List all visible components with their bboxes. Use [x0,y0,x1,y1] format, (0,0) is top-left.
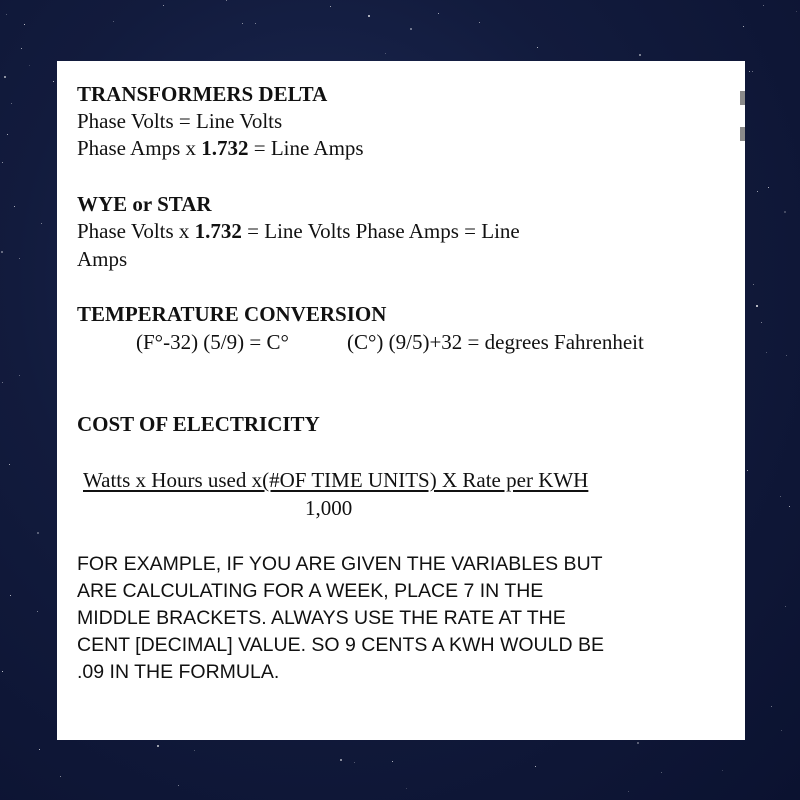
star-dot [763,5,764,6]
star-dot [19,375,20,376]
star-dot [21,48,22,49]
cost-formula-denominator: 1,000 [305,496,353,520]
star-dot [781,730,782,731]
star-dot [10,595,11,596]
cropped-text-fragment [740,127,745,141]
star-dot [757,191,758,192]
star-dot [37,532,39,534]
star-dot [637,742,639,744]
star-dot [661,772,662,773]
star-dot [60,776,61,777]
cost-heading: COST OF ELECTRICITY [77,412,320,436]
star-dot [796,11,797,12]
star-dot [6,14,7,15]
star-dot [768,187,769,188]
star-dot [2,382,3,383]
star-dot [178,785,179,786]
star-dot [354,762,355,763]
cropped-text-fragment [740,91,745,105]
star-dot [789,506,790,507]
star-dot [14,206,15,207]
star-dot [753,284,754,285]
star-dot [2,162,3,163]
delta-heading: TRANSFORMERS DELTA [77,82,328,106]
temperature-formula-f-to-c: (F°-32) (5/9) = C° [136,330,289,354]
example-line-4: CENT [DECIMAL] VALUE. SO 9 CENTS A KWH WOULD BE [77,634,604,656]
star-dot [743,26,744,27]
temperature-heading: TEMPERATURE CONVERSION [77,302,387,326]
cost-formula-numerator: Watts x Hours used x(#OF TIME UNITS) X Rate per KWH [83,468,589,492]
example-line-3: MIDDLE BRACKETS. ALWAYS USE THE RATE AT THE [77,607,566,629]
star-dot [392,761,393,762]
star-dot [385,53,386,54]
star-dot [194,750,195,751]
star-dot [535,766,536,767]
star-dot [752,71,753,72]
star-dot [785,606,786,607]
star-dot [7,134,8,135]
star-dot [11,103,12,104]
star-dot [41,223,42,224]
star-dot [639,54,641,56]
star-dot [226,0,227,1]
wye-line-1: Phase Volts x 1.732 = Line Volts Phase Amps = Line [77,219,520,243]
star-dot [242,23,243,24]
star-dot [2,671,3,672]
star-dot [438,13,439,14]
star-dot [747,470,748,471]
star-dot [29,65,30,66]
star-dot [330,6,331,7]
formula-sheet [57,61,745,740]
star-dot [786,355,787,356]
star-dot [749,71,750,72]
star-dot [9,464,10,465]
star-dot [113,21,114,22]
star-dot [19,258,20,259]
star-dot [410,28,412,30]
star-dot [4,76,6,78]
star-dot [340,759,342,761]
delta-line-1: Phase Volts = Line Volts [77,109,283,133]
star-dot [784,211,786,213]
star-dot [780,496,781,497]
delta-line-2: Phase Amps x 1.732 = Line Amps [77,136,364,160]
example-line-5: .09 IN THE FORMULA. [77,661,280,683]
star-dot [479,22,480,23]
wye-heading: WYE or STAR [77,192,212,216]
example-line-1: FOR EXAMPLE, IF YOU ARE GIVEN THE VARIABLES BUT [77,553,603,575]
example-line-2: ARE CALCULATING FOR A WEEK, PLACE 7 IN THE [77,580,544,602]
star-dot [537,47,538,48]
star-dot [368,15,370,17]
star-dot [766,352,767,353]
star-dot [1,251,3,253]
star-dot [39,749,40,750]
star-dot [53,81,54,82]
star-dot [406,788,407,789]
temperature-formula-c-to-f: (C°) (9/5)+32 = degrees Fahrenheit [347,330,644,354]
wye-line-2: Amps [77,247,128,271]
star-dot [628,791,629,792]
star-dot [756,305,758,307]
star-dot [255,23,256,24]
star-dot [37,611,38,612]
star-dot [24,24,25,25]
star-dot [771,706,772,707]
star-dot [163,5,164,6]
star-dot [761,322,762,323]
star-dot [722,770,723,771]
star-dot [157,745,159,747]
